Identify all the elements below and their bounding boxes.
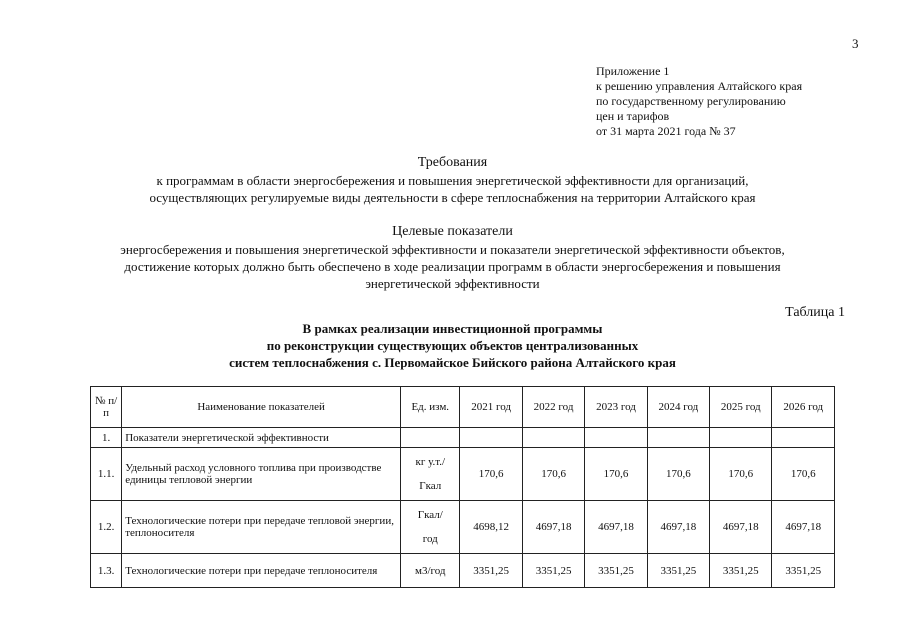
appendix-line: по государственному регулированию [596,94,786,108]
table-heading-line: систем теплоснабжения с. Первомайское Бийского района Алтайского края [229,355,676,370]
empty-cell [772,428,835,448]
header-year: 2023 год [585,387,647,428]
targets-line: энергетической эффективности [365,276,540,291]
indicators-table [90,386,835,588]
value-cell: 4698,12 [460,501,522,554]
section-name: Показатели энергетической эффективности [122,428,401,448]
header-year: 2026 год [772,387,835,428]
table-section-row [91,428,835,448]
value-cell: 3351,25 [710,554,772,588]
header-unit: Ед. изм. [401,387,460,428]
empty-cell [647,428,709,448]
appendix-line: цен и тарифов [596,109,670,123]
value-cell: 3351,25 [522,554,584,588]
value-cell: 3351,25 [772,554,835,588]
page-number: 3 [852,36,859,51]
row-num: 1.1. [91,448,122,501]
value-cell: 4697,18 [647,501,709,554]
empty-cell [401,428,460,448]
table-heading-line: В рамках реализации инвестиционной программы [302,321,603,336]
value-cell: 170,6 [710,448,772,501]
value-cell: 4697,18 [710,501,772,554]
row-name: Технологические потери при передаче теплоносителя [122,554,401,588]
value-cell: 4697,18 [522,501,584,554]
unit-bottom: Гкал [419,480,442,492]
value-cell: 170,6 [772,448,835,501]
value-cell: 3351,25 [585,554,647,588]
row-unit [401,501,460,554]
requirements-block [0,154,905,206]
row-num: 1.3. [91,554,122,588]
table-label: Таблица 1 [785,305,845,320]
empty-cell [522,428,584,448]
appendix-line: от 31 марта 2021 года № 37 [596,124,736,138]
targets-line: энергосбережения и повышения энергетической эффективности и показатели энергетической эффективности объектов, [120,242,785,257]
section-num: 1. [91,428,122,448]
value-cell: 170,6 [522,448,584,501]
row-name: Технологические потери при передаче тепловой энергии, теплоносителя [122,501,401,554]
value-cell: 170,6 [460,448,522,501]
table-row [91,554,835,588]
appendix-line: к решению управления Алтайского края [596,79,803,93]
header-year: 2024 год [647,387,709,428]
unit-top: кг у.т./ [415,456,446,468]
value-cell: 3351,25 [460,554,522,588]
header-year: 2025 год [710,387,772,428]
empty-cell [460,428,522,448]
header-name: Наименование показателей [122,387,401,428]
table-row [91,448,835,501]
row-name: Удельный расход условного топлива при производстве единицы тепловой энергии [122,448,401,501]
value-cell: 3351,25 [647,554,709,588]
header-year: 2021 год [460,387,522,428]
value-cell: 4697,18 [772,501,835,554]
targets-title: Целевые показатели [392,224,513,239]
requirements-line: осуществляющих регулируемые виды деятельности в сфере теплоснабжения на территории Алтайского края [149,190,756,205]
requirements-title: Требования [417,155,488,170]
table-heading-line: по реконструкции существующих объектов централизованных [266,338,639,353]
table-header-row [91,387,835,428]
value-cell: 4697,18 [585,501,647,554]
targets-block [0,223,905,292]
appendix-line: Приложение 1 [596,64,670,78]
table-heading [0,320,905,371]
row-num: 1.2. [91,501,122,554]
row-unit: м3/год [401,554,460,588]
empty-cell [585,428,647,448]
value-cell: 170,6 [585,448,647,501]
unit-bottom: год [422,533,438,545]
unit-top: Гкал/ [417,509,443,521]
header-year: 2022 год [522,387,584,428]
row-unit [401,448,460,501]
targets-line: достижение которых должно быть обеспечено в ходе реализации программ в области энергосбережения и повышения [124,259,781,274]
appendix-block [596,64,802,139]
empty-cell [710,428,772,448]
table-row [91,501,835,554]
requirements-line: к программам в области энергосбережения и повышения энергетической эффективности для организаций, [156,173,749,188]
header-num: № п/п [91,387,122,428]
value-cell: 170,6 [647,448,709,501]
